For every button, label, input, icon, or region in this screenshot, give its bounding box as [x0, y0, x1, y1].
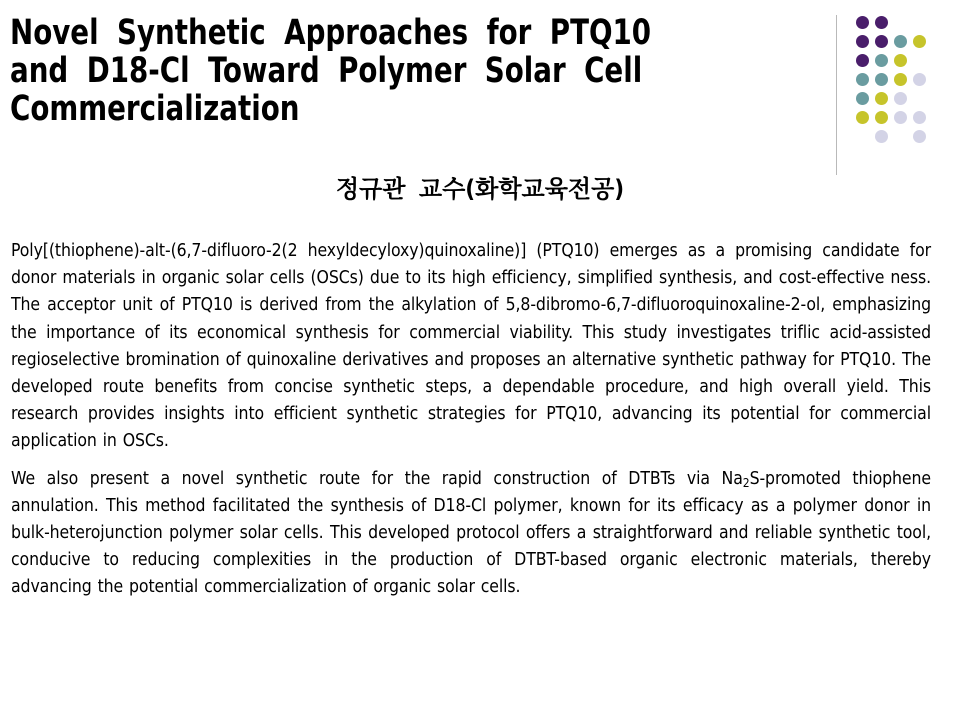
- abstract-paragraph-2: [11, 466, 931, 602]
- decorative-dot: [913, 35, 926, 48]
- decorative-dot: [894, 54, 907, 67]
- sodium-sulfide-subscript: 2: [742, 475, 750, 490]
- decorative-dot: [875, 73, 888, 86]
- decorative-dot: [875, 16, 888, 29]
- decorative-dot: [856, 111, 869, 124]
- decorative-dot: [875, 130, 888, 143]
- decorative-dot: [913, 130, 926, 143]
- decorative-dot: [875, 54, 888, 67]
- decorative-dot: [913, 111, 926, 124]
- paragraph-2-text-end: S-promoted thiophene annulation. This method facilitated the synthesis of D18-Cl polymer, known for its efficacy as a polymer donor in bulk-heterojunction polymer solar cells. This developed protocol offers a straightforward and reliable synthetic tool, conducive to reducing complexities in the production of DTBT-based organic electronic materials, thereby advancing the potential commercialization of organic solar cells.: [11, 468, 931, 598]
- decorative-dot: [913, 73, 926, 86]
- author-subtitle: 정규관 교수(화학교육전공): [335, 175, 625, 203]
- decorative-dot: [894, 111, 907, 124]
- decorative-dot: [875, 92, 888, 105]
- decorative-dot: [856, 35, 869, 48]
- decorative-dot: [856, 73, 869, 86]
- decorative-dot: [894, 92, 907, 105]
- decorative-dot: [875, 111, 888, 124]
- abstract-paragraph-1: Poly[(thiophene)-alt-(6,7-difluoro-2(2 hexyldecyloxy)quinoxaline)] (PTQ10) emerges as a promising candidate for donor materials in organic solar cells (OSCs) due to its high efficiency, simplified synthesis, and cost-effective ness. The acceptor unit of PTQ10 is derived from the alkylation of 5,8-dibromo-6,7-difluoroquinoxaline-2-ol, emphasizing the importance of its economical synthesis for commercial viability. This study investigates triflic acid-assisted regioselective bromination of quinoxaline derivatives and proposes an alternative synthetic pathway for PTQ10. The developed route benefits from concise synthetic steps, a dependable procedure, and high overall yield. This research provides insights into efficient synthetic strategies for PTQ10, advancing its potential for commercial application in OSCs.: [11, 241, 931, 452]
- vertical-divider: [836, 15, 837, 175]
- decorative-dot: [894, 73, 907, 86]
- abstract-body: [11, 238, 931, 612]
- decorative-dot: [875, 35, 888, 48]
- decorative-dot: [856, 92, 869, 105]
- decorative-dot: [856, 54, 869, 67]
- paragraph-2-text-start: We also present a novel synthetic route for the rapid construction of DTBTs via Na: [11, 468, 743, 489]
- slide-title: Novel Synthetic Approaches for PTQ10 and D18-Cl Toward Polymer Solar Cell Commercialization: [10, 13, 652, 129]
- decorative-dot: [856, 16, 869, 29]
- decorative-dot: [894, 35, 907, 48]
